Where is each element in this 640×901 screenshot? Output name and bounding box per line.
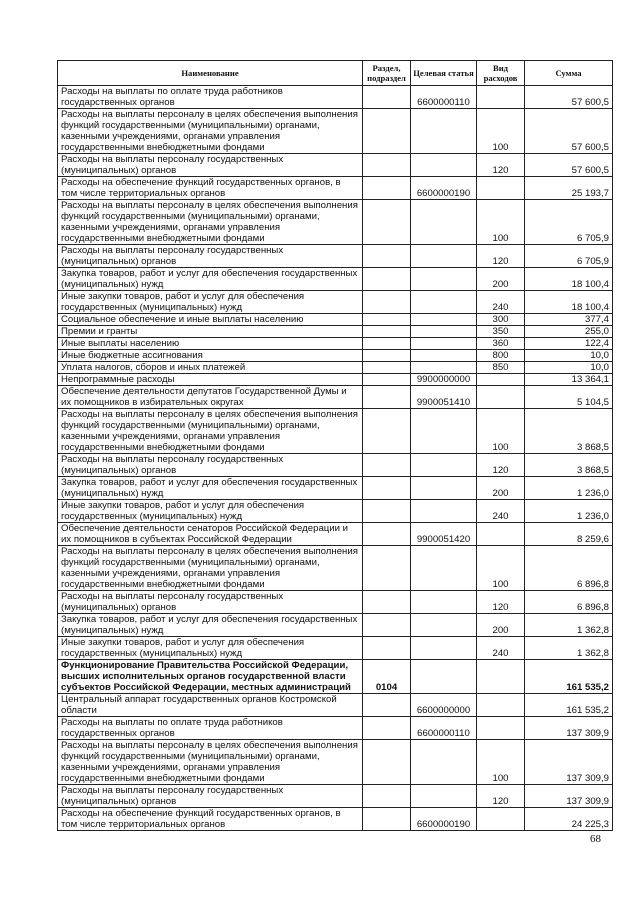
row-kind-cell: 200 [477, 614, 525, 637]
table-row [58, 350, 613, 362]
row-section-cell [363, 326, 411, 338]
row-kind-cell [477, 660, 525, 694]
row-sum-cell: 255,0 [525, 326, 613, 338]
row-target-cell [411, 314, 477, 326]
row-sum-cell: 161 535,2 [525, 660, 613, 694]
table-row [58, 314, 613, 326]
row-sum-cell: 10,0 [525, 350, 613, 362]
table-row [58, 637, 613, 660]
row-sum-cell: 3 868,5 [525, 409, 613, 454]
table-row [58, 614, 613, 637]
row-sum-cell: 6 896,8 [525, 591, 613, 614]
row-sum-cell: 24 225,3 [525, 808, 613, 831]
table-row [58, 109, 613, 154]
row-kind-cell: 120 [477, 454, 525, 477]
row-section-cell [363, 154, 411, 177]
row-kind-cell: 100 [477, 740, 525, 785]
table-row [58, 740, 613, 785]
row-kind-cell: 100 [477, 409, 525, 454]
table-row [58, 268, 613, 291]
row-kind-cell: 240 [477, 637, 525, 660]
row-target-cell [411, 591, 477, 614]
row-target-cell [411, 660, 477, 694]
row-section-cell [363, 500, 411, 523]
row-target-cell: 9900051410 [411, 386, 477, 409]
row-section-cell [363, 338, 411, 350]
row-sum-cell: 25 193,7 [525, 177, 613, 200]
row-section-cell: 0104 [363, 660, 411, 694]
row-name-cell: Центральный аппарат государственных органов Костромской области [58, 694, 363, 717]
table-row [58, 500, 613, 523]
row-target-cell: 9900051420 [411, 523, 477, 546]
row-name-cell: Расходы на обеспечение функций государственных органов, в том числе территориальных органов [58, 177, 363, 200]
row-sum-cell: 5 104,5 [525, 386, 613, 409]
table-row [58, 409, 613, 454]
table-row [58, 200, 613, 245]
table-row [58, 326, 613, 338]
row-sum-cell: 137 309,9 [525, 717, 613, 740]
row-name-cell: Расходы на выплаты по оплате труда работников государственных органов [58, 86, 363, 109]
row-target-cell [411, 454, 477, 477]
table-body [58, 86, 613, 831]
row-target-cell [411, 338, 477, 350]
row-section-cell [363, 546, 411, 591]
row-sum-cell: 18 100,4 [525, 291, 613, 314]
row-target-cell [411, 350, 477, 362]
row-name-cell: Расходы на обеспечение функций государственных органов, в том числе территориальных органов [58, 808, 363, 831]
row-name-cell: Иные выплаты населению [58, 338, 363, 350]
row-name-cell: Расходы на выплаты персоналу в целях обеспечения выполнения функций государственными (муниципальными) органами, казенными учреждениями, органами управления государственными внебюджетными фондами [58, 740, 363, 785]
row-kind-cell: 200 [477, 268, 525, 291]
row-section-cell [363, 694, 411, 717]
table-row [58, 177, 613, 200]
row-kind-cell [477, 374, 525, 386]
table-row [58, 694, 613, 717]
row-kind-cell: 800 [477, 350, 525, 362]
row-name-cell: Закупка товаров, работ и услуг для обеспечения государственных (муниципальных) нужд [58, 614, 363, 637]
row-section-cell [363, 291, 411, 314]
row-section-cell [363, 614, 411, 637]
row-name-cell: Закупка товаров, работ и услуг для обеспечения государственных (муниципальных) нужд [58, 477, 363, 500]
row-name-cell: Расходы на выплаты персоналу государственных (муниципальных) органов [58, 245, 363, 268]
row-section-cell [363, 637, 411, 660]
row-kind-cell: 120 [477, 154, 525, 177]
row-kind-cell [477, 523, 525, 546]
row-section-cell [363, 268, 411, 291]
row-section-cell [363, 477, 411, 500]
row-name-cell: Закупка товаров, работ и услуг для обеспечения государственных (муниципальных) нужд [58, 268, 363, 291]
row-target-cell [411, 326, 477, 338]
row-section-cell [363, 808, 411, 831]
row-sum-cell: 1 236,0 [525, 477, 613, 500]
table-row [58, 546, 613, 591]
row-section-cell [363, 740, 411, 785]
row-section-cell [363, 374, 411, 386]
row-sum-cell: 18 100,4 [525, 268, 613, 291]
table-row [58, 386, 613, 409]
table-row [58, 245, 613, 268]
row-section-cell [363, 177, 411, 200]
row-sum-cell: 1 236,0 [525, 500, 613, 523]
row-target-cell [411, 637, 477, 660]
row-sum-cell: 6 705,9 [525, 245, 613, 268]
row-kind-cell: 120 [477, 591, 525, 614]
row-target-cell: 6600000000 [411, 694, 477, 717]
row-name-cell: Иные закупки товаров, работ и услуг для обеспечения государственных (муниципальных) нужд [58, 500, 363, 523]
row-kind-cell: 120 [477, 785, 525, 808]
row-target-cell [411, 245, 477, 268]
row-sum-cell: 6 705,9 [525, 200, 613, 245]
row-sum-cell: 137 309,9 [525, 785, 613, 808]
row-sum-cell: 122,4 [525, 338, 613, 350]
row-name-cell: Расходы на выплаты персоналу государственных (муниципальных) органов [58, 591, 363, 614]
row-section-cell [363, 409, 411, 454]
row-name-cell: Иные закупки товаров, работ и услуг для обеспечения государственных (муниципальных) нужд [58, 291, 363, 314]
row-kind-cell: 120 [477, 245, 525, 268]
row-name-cell: Расходы на выплаты персоналу государственных (муниципальных) органов [58, 154, 363, 177]
row-name-cell: Уплата налогов, сборов и иных платежей [58, 362, 363, 374]
table-row [58, 785, 613, 808]
table-row [58, 454, 613, 477]
row-kind-cell: 360 [477, 338, 525, 350]
row-name-cell: Расходы на выплаты персоналу в целях обеспечения выполнения функций государственными (муниципальными) органами, казенными учреждениями, органами управления государственными внебюджетными фондами [58, 109, 363, 154]
row-name-cell: Непрограммные расходы [58, 374, 363, 386]
table-row [58, 154, 613, 177]
row-sum-cell: 57 600,5 [525, 154, 613, 177]
row-section-cell [363, 523, 411, 546]
row-section-cell [363, 362, 411, 374]
row-target-cell [411, 500, 477, 523]
row-kind-cell [477, 694, 525, 717]
row-section-cell [363, 785, 411, 808]
row-section-cell [363, 86, 411, 109]
table-row [58, 86, 613, 109]
row-kind-cell [477, 177, 525, 200]
row-name-cell: Иные бюджетные ассигнования [58, 350, 363, 362]
row-name-cell: Иные закупки товаров, работ и услуг для обеспечения государственных (муниципальных) нужд [58, 637, 363, 660]
row-target-cell: 6600000110 [411, 86, 477, 109]
row-target-cell [411, 154, 477, 177]
row-target-cell [411, 268, 477, 291]
page-number: 68 [590, 833, 601, 845]
row-target-cell [411, 200, 477, 245]
table-row [58, 808, 613, 831]
row-target-cell: 6600000190 [411, 808, 477, 831]
table-row [58, 291, 613, 314]
table-row [58, 374, 613, 386]
row-kind-cell: 100 [477, 200, 525, 245]
table-row [58, 477, 613, 500]
row-kind-cell: 200 [477, 477, 525, 500]
header-name: Наименование [58, 61, 363, 86]
header-target: Целевая статья [411, 61, 477, 86]
row-section-cell [363, 314, 411, 326]
row-name-cell: Премии и гранты [58, 326, 363, 338]
row-sum-cell: 8 259,6 [525, 523, 613, 546]
row-kind-cell [477, 717, 525, 740]
row-name-cell: Функционирование Правительства Российской Федерации, высших исполнительных органов государственной власти субъектов Российской Федерации, местных администраций [58, 660, 363, 694]
row-section-cell [363, 386, 411, 409]
row-target-cell [411, 785, 477, 808]
row-sum-cell: 57 600,5 [525, 86, 613, 109]
table-row [58, 523, 613, 546]
row-kind-cell: 300 [477, 314, 525, 326]
row-name-cell: Расходы на выплаты персоналу в целях обеспечения выполнения функций государственными (муниципальными) органами, казенными учреждениями, органами управления государственными внебюджетными фондами [58, 409, 363, 454]
table-header-row [58, 61, 613, 86]
row-kind-cell: 240 [477, 291, 525, 314]
header-sum: Сумма [525, 61, 613, 86]
row-name-cell: Расходы на выплаты персоналу в целях обеспечения выполнения функций государственными (муниципальными) органами, казенными учреждениями, органами управления государственными внебюджетными фондами [58, 546, 363, 591]
row-sum-cell: 6 896,8 [525, 546, 613, 591]
header-section: Раздел, подраздел [363, 61, 411, 86]
row-target-cell [411, 409, 477, 454]
row-sum-cell: 137 309,9 [525, 740, 613, 785]
row-sum-cell: 13 364,1 [525, 374, 613, 386]
row-target-cell [411, 291, 477, 314]
row-kind-cell: 240 [477, 500, 525, 523]
row-kind-cell [477, 86, 525, 109]
table-row [58, 362, 613, 374]
row-kind-cell: 850 [477, 362, 525, 374]
row-target-cell [411, 614, 477, 637]
row-name-cell: Расходы на выплаты по оплате труда работников государственных органов [58, 717, 363, 740]
row-name-cell: Расходы на выплаты персоналу государственных (муниципальных) органов [58, 454, 363, 477]
row-name-cell: Расходы на выплаты персоналу государственных (муниципальных) органов [58, 785, 363, 808]
row-name-cell: Расходы на выплаты персоналу в целях обеспечения выполнения функций государственными (муниципальными) органами, казенными учреждениями, органами управления государственными внебюджетными фондами [58, 200, 363, 245]
row-sum-cell: 1 362,8 [525, 614, 613, 637]
table-row [58, 338, 613, 350]
table-row [58, 717, 613, 740]
row-target-cell: 6600000110 [411, 717, 477, 740]
row-section-cell [363, 200, 411, 245]
row-sum-cell: 10,0 [525, 362, 613, 374]
row-name-cell: Социальное обеспечение и иные выплаты населению [58, 314, 363, 326]
row-target-cell [411, 362, 477, 374]
row-sum-cell: 377,4 [525, 314, 613, 326]
row-section-cell [363, 717, 411, 740]
row-kind-cell: 100 [477, 546, 525, 591]
table-row [58, 591, 613, 614]
row-sum-cell: 3 868,5 [525, 454, 613, 477]
header-kind: Вид расходов [477, 61, 525, 86]
row-section-cell [363, 109, 411, 154]
row-section-cell [363, 245, 411, 268]
row-target-cell [411, 109, 477, 154]
row-sum-cell: 1 362,8 [525, 637, 613, 660]
row-name-cell: Обеспечение деятельности сенаторов Российской Федерации и их помощников в субъектах Российской Федерации [58, 523, 363, 546]
row-section-cell [363, 454, 411, 477]
row-target-cell [411, 740, 477, 785]
row-target-cell [411, 477, 477, 500]
row-target-cell: 9900000000 [411, 374, 477, 386]
row-kind-cell: 350 [477, 326, 525, 338]
budget-table [57, 60, 613, 831]
row-kind-cell [477, 386, 525, 409]
row-section-cell [363, 591, 411, 614]
row-sum-cell: 57 600,5 [525, 109, 613, 154]
row-target-cell: 6600000190 [411, 177, 477, 200]
table-row [58, 660, 613, 694]
row-section-cell [363, 350, 411, 362]
row-name-cell: Обеспечение деятельности депутатов Государственной Думы и их помощников в избирательных округах [58, 386, 363, 409]
row-kind-cell: 100 [477, 109, 525, 154]
row-kind-cell [477, 808, 525, 831]
row-target-cell [411, 546, 477, 591]
row-sum-cell: 161 535,2 [525, 694, 613, 717]
